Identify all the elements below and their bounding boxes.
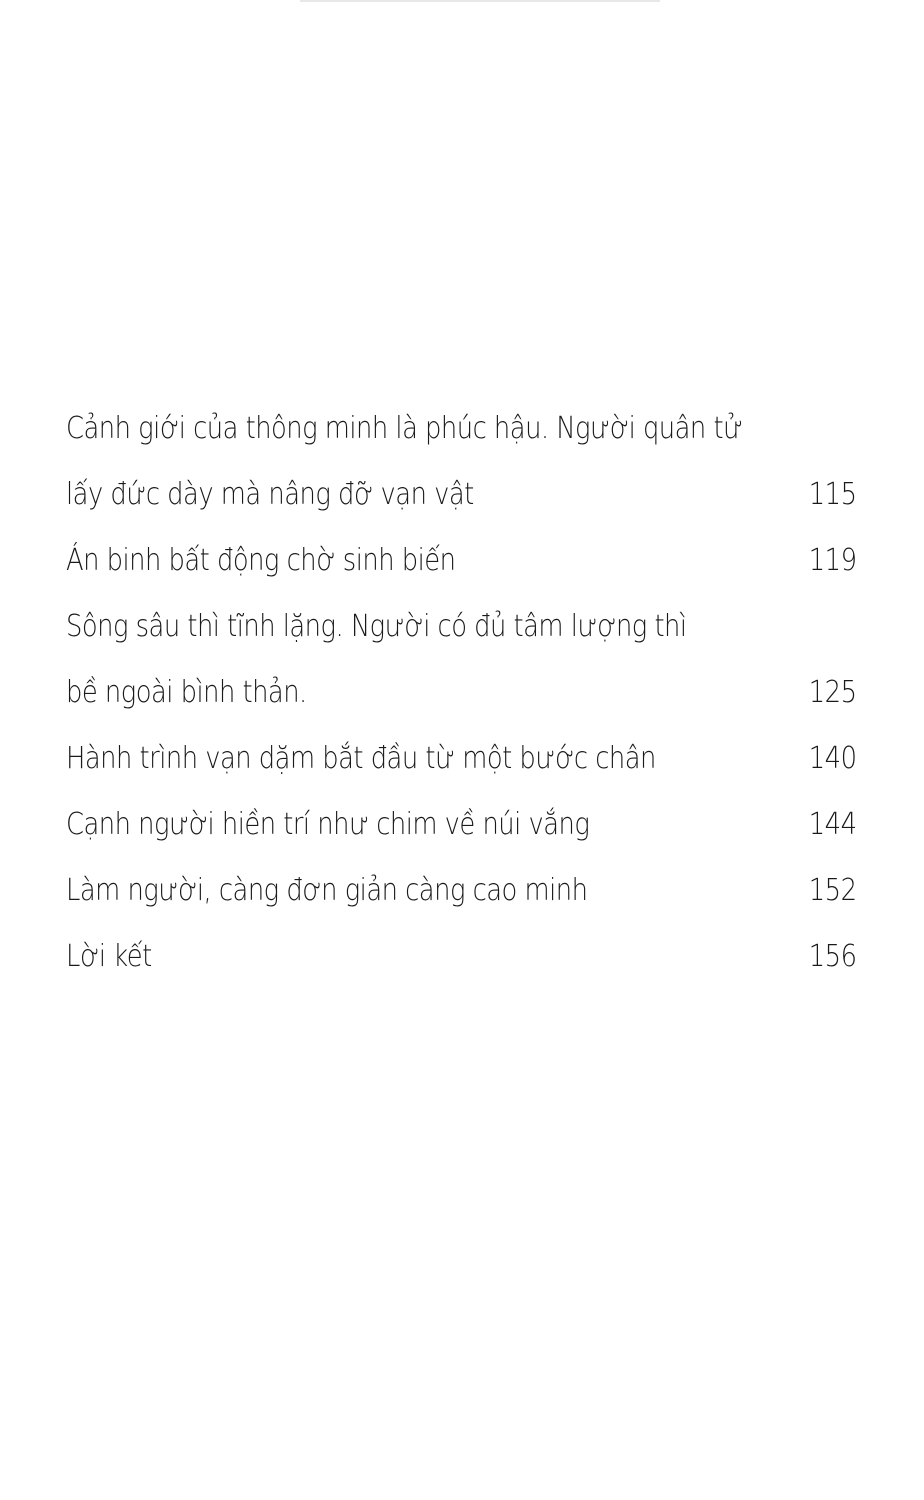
toc-entry — [66, 924, 856, 990]
toc-entry-title: Án binh bất động chờ sinh biến — [66, 543, 456, 578]
toc-line — [66, 396, 856, 462]
toc-entry-title: lấy đức dày mà nâng đỡ vạn vật — [66, 477, 474, 512]
toc-page-number: 115 — [808, 477, 856, 512]
toc-line — [66, 660, 856, 726]
toc-entry — [66, 726, 856, 792]
toc-entry — [66, 396, 856, 528]
toc-page-number: 152 — [808, 873, 856, 908]
toc-entry-title: Sông sâu thì tĩnh lặng. Người có đủ tâm lượng thì — [66, 609, 687, 644]
toc-entry-title: Làm người, càng đơn giản càng cao minh — [66, 873, 588, 908]
toc-line — [66, 726, 856, 792]
toc-line — [66, 858, 856, 924]
toc-page-number: 140 — [808, 741, 856, 776]
toc-entry — [66, 594, 856, 726]
toc-line — [66, 462, 856, 528]
toc-line — [66, 792, 856, 858]
toc-entry — [66, 792, 856, 858]
toc-entry-title: Hành trình vạn dặm bắt đầu từ một bước chân — [66, 741, 656, 776]
toc-entry — [66, 858, 856, 924]
toc-entry-title: Lời kết — [66, 939, 152, 974]
toc-page-number: 144 — [808, 807, 856, 842]
toc-line — [66, 924, 856, 990]
toc-entry-title: bề ngoài bình thản. — [66, 675, 307, 710]
toc-page-number: 125 — [808, 675, 856, 710]
toc-line — [66, 594, 856, 660]
page-edge-mark — [300, 0, 660, 2]
toc-entry — [66, 528, 856, 594]
toc-page-number: 119 — [808, 543, 856, 578]
toc-entry-title: Cạnh người hiền trí như chim về núi vắng — [66, 807, 590, 842]
toc-line — [66, 528, 856, 594]
table-of-contents — [66, 396, 856, 990]
toc-entry-title: Cảnh giới của thông minh là phúc hậu. Người quân tử — [66, 411, 743, 446]
toc-page-number: 156 — [808, 939, 856, 974]
